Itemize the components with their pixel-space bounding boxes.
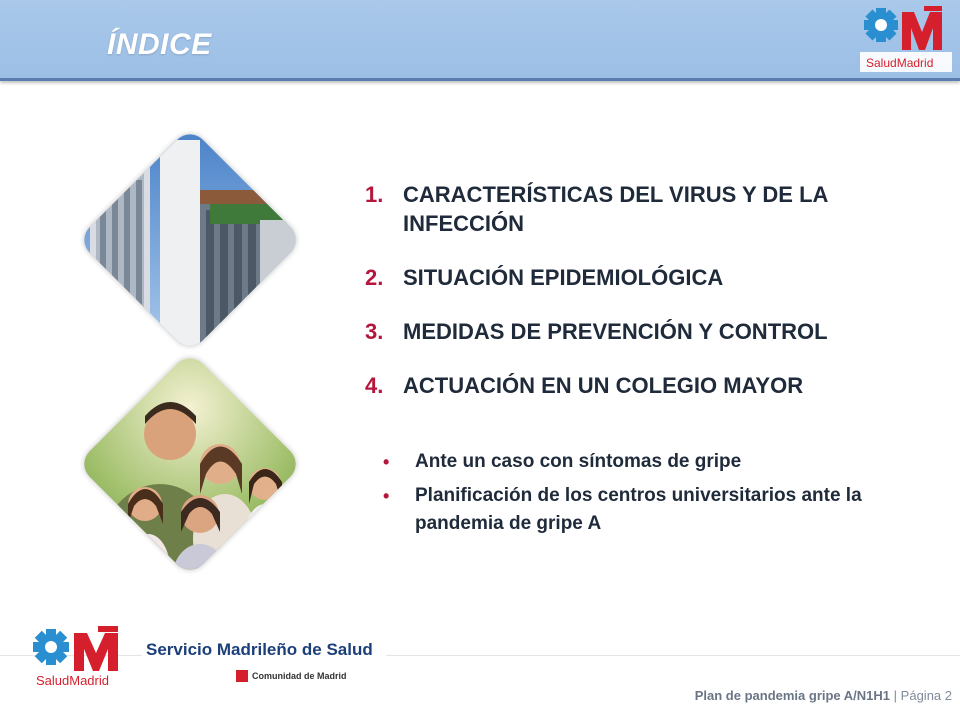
page-info <box>695 688 952 703</box>
index-item-4[interactable] <box>365 371 945 400</box>
bullet-icon: • <box>383 452 390 472</box>
comunidad-flag-icon <box>236 670 248 682</box>
index-number: 4. <box>365 373 384 398</box>
hospital-photo <box>77 127 303 353</box>
slide-title: ÍNDICE <box>107 28 212 61</box>
header-bar <box>0 0 960 81</box>
index-list <box>365 180 945 425</box>
index-item-label: MEDIDAS DE PREVENCIÓN Y CONTROL <box>403 319 828 344</box>
index-item-label: CARACTERÍSTICAS DEL VIRUS Y DE LA INFECCIÓN <box>403 182 828 236</box>
index-item-1[interactable] <box>365 180 945 238</box>
bullet-icon: • <box>383 486 390 506</box>
index-item-2[interactable] <box>365 263 945 292</box>
comunidad-label: Comunidad de Madrid <box>252 671 347 681</box>
plan-name: Plan de pandemia gripe A/N1H1 <box>694 688 891 703</box>
footer-logo <box>30 625 380 690</box>
sub-item-label: Planificación de los centros universitarios ante la pandemia de gripe A <box>415 485 862 534</box>
footer-brand-text: SaludMadrid <box>36 673 109 688</box>
index-number: 1. <box>365 182 384 207</box>
family-group-image <box>77 351 303 577</box>
index-number: 2. <box>365 265 384 290</box>
sub-item-label: Ante un caso con síntomas de gripe <box>415 451 742 472</box>
index-number: 3. <box>365 319 384 344</box>
photo-collage <box>50 140 330 580</box>
sub-item-2[interactable] <box>383 482 923 538</box>
index-item-3[interactable] <box>365 317 945 346</box>
family-photo <box>77 351 303 577</box>
star-m-logo-icon <box>862 6 952 54</box>
sub-item-list <box>383 448 923 544</box>
star-m-logo-icon <box>32 625 132 675</box>
logo-brand-text: SaludMadrid <box>866 56 934 70</box>
page-number: Página 2 <box>900 688 952 703</box>
salud-madrid-logo <box>860 6 952 72</box>
index-item-label: ACTUACIÓN EN UN COLEGIO MAYOR <box>403 373 804 398</box>
sub-item-1[interactable] <box>383 448 923 476</box>
hospital-building-image <box>77 127 303 353</box>
page-separator: | <box>893 688 898 703</box>
index-item-label: SITUACIÓN EPIDEMIOLÓGICA <box>403 265 724 290</box>
service-name: Servicio Madrileño de Salud <box>142 637 386 663</box>
